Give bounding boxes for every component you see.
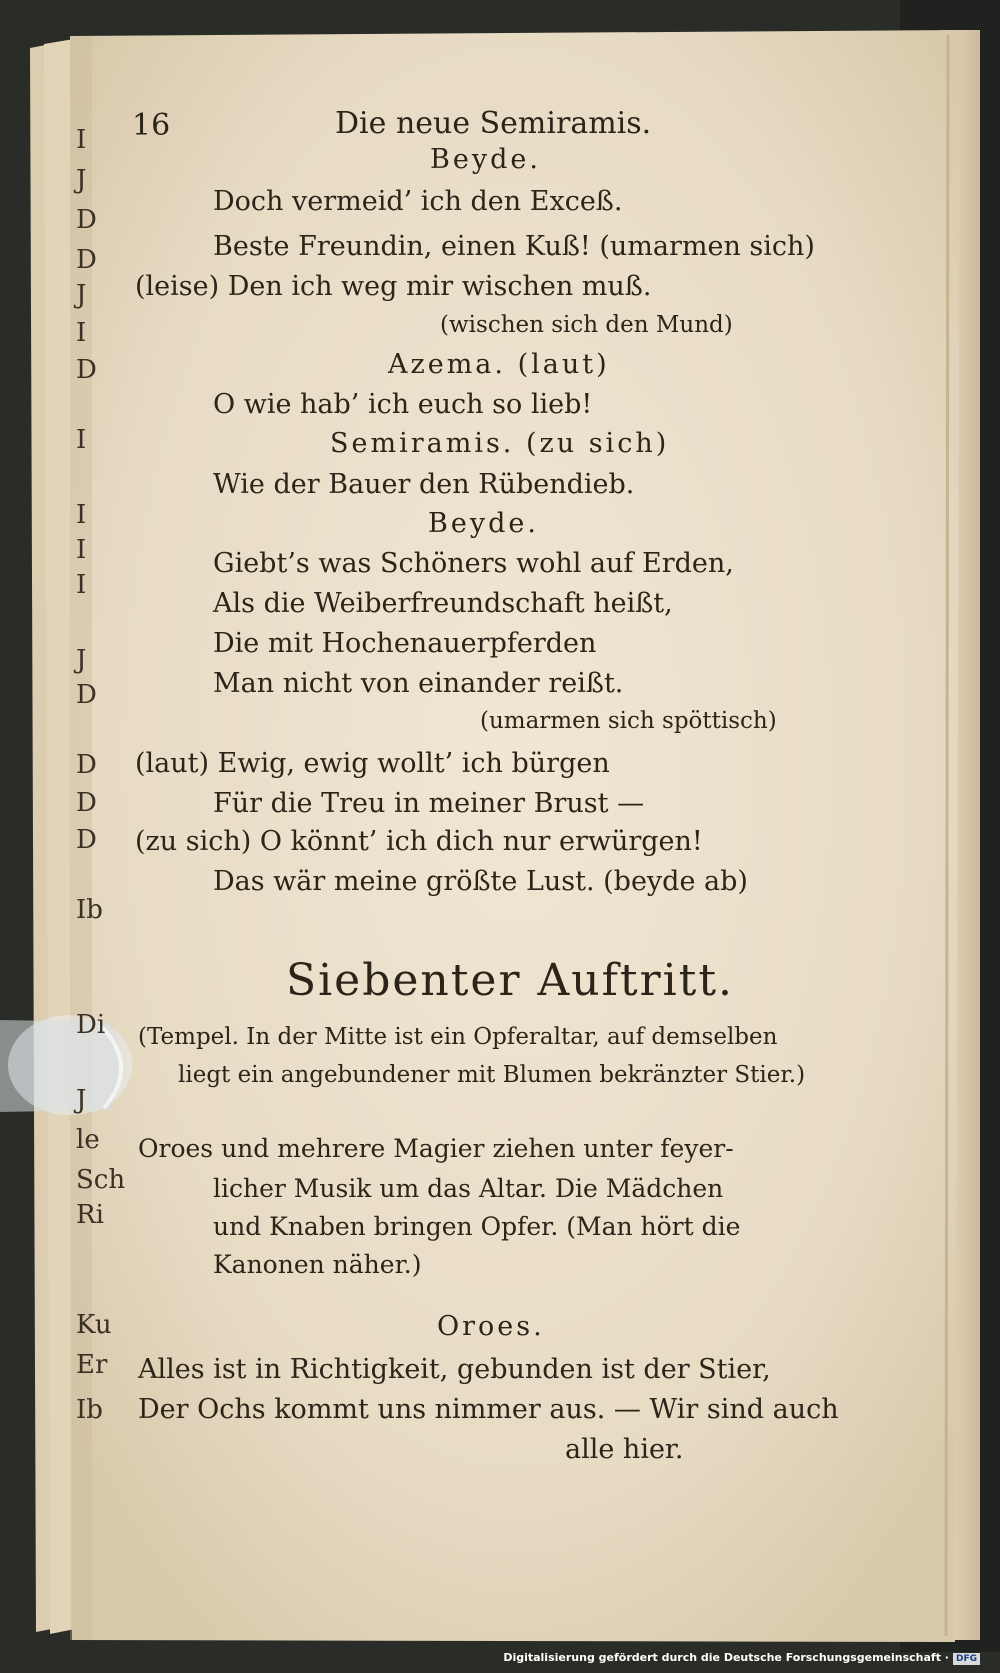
speaker-line: Beyde.	[428, 508, 539, 539]
edge-fragment: Ib	[76, 895, 103, 925]
text-line: Die mit Hochenauerpferden	[213, 628, 597, 659]
edge-fragment: Ri	[76, 1200, 104, 1230]
edge-fragment: I	[76, 425, 87, 455]
edge-fragment: D	[76, 245, 97, 275]
stage-direction: liegt ein angebundener mit Blumen bekränzter Stier.)	[178, 1062, 806, 1088]
edge-fragment: D	[76, 825, 97, 855]
text-line: Kanonen näher.)	[213, 1250, 422, 1279]
edge-fragment: Di	[76, 1010, 106, 1040]
stage-direction: (Tempel. In der Mitte ist ein Opferaltar, auf demselben	[138, 1024, 778, 1050]
edge-fragment: I	[76, 318, 87, 348]
edge-fragment: Ib	[76, 1395, 103, 1425]
edge-fragment: J	[76, 1085, 87, 1115]
speaker-line: Beyde.	[430, 144, 541, 175]
text-line: Doch vermeid’ ich den Exceß.	[213, 186, 623, 217]
text-line: Man nicht von einander reißt.	[213, 668, 624, 699]
edge-fragment: D	[76, 205, 97, 235]
text-line: O wie hab’ ich euch so lieb!	[213, 389, 593, 420]
dfg-logo: DFG	[953, 1653, 980, 1665]
edge-fragment: J	[76, 645, 87, 675]
text-line: Beste Freundin, einen Kuß! (umarmen sich)	[213, 231, 815, 262]
edge-fragment: J	[76, 165, 87, 195]
edge-fragment: I	[76, 125, 87, 155]
speaker-line: Azema. (laut)	[388, 349, 610, 380]
text-line: Für die Treu in meiner Brust —	[213, 788, 645, 819]
edge-fragment: I	[76, 535, 87, 565]
digitization-credit	[503, 1651, 980, 1665]
text-line: Alles ist in Richtigkeit, gebunden ist der Stier,	[138, 1354, 771, 1385]
edge-fragment: D	[76, 680, 97, 710]
text-line: und Knaben bringen Opfer. (Man hört die	[213, 1212, 741, 1241]
credit-text: Digitalisierung gefördert durch die Deutsche Forschungsgemeinschaft ·	[503, 1651, 949, 1664]
edge-fragment: I	[76, 570, 87, 600]
running-head: Die neue Semiramis.	[335, 106, 652, 141]
page-number: 16	[132, 108, 171, 143]
text-line: Oroes und mehrere Magier ziehen unter feyer-	[138, 1134, 734, 1163]
text-line: alle hier.	[565, 1434, 684, 1465]
text-line: (leise) Den ich weg mir wischen muß.	[135, 271, 652, 302]
text-line: (laut) Ewig, ewig wollt’ ich bürgen	[135, 748, 610, 779]
edge-fragment: D	[76, 750, 97, 780]
edge-fragment: Er	[76, 1350, 108, 1380]
text-line: Giebt’s was Schöners wohl auf Erden,	[213, 548, 734, 579]
text-line: (zu sich) O könnt’ ich dich nur erwürgen!	[135, 826, 703, 857]
edge-fragment: D	[76, 788, 97, 818]
text-line: Als die Weiberfreundschaft heißt,	[213, 588, 673, 619]
speaker-line: Semiramis. (zu sich)	[330, 428, 670, 459]
edge-fragment: I	[76, 500, 87, 530]
text-line: licher Musik um das Altar. Die Mädchen	[213, 1174, 724, 1203]
speaker-line: Oroes.	[437, 1311, 545, 1342]
edge-fragment: J	[76, 280, 87, 310]
edge-fragment: Ku	[76, 1310, 112, 1340]
edge-fragment: le	[76, 1125, 100, 1155]
text-line: Der Ochs kommt uns nimmer aus. — Wir sind auch	[138, 1394, 839, 1425]
edge-fragment: Sch	[76, 1165, 126, 1195]
text-line: Das wär meine größte Lust. (beyde ab)	[213, 866, 748, 897]
text-line: Wie der Bauer den Rübendieb.	[213, 469, 635, 500]
stage-direction: (wischen sich den Mund)	[440, 312, 733, 338]
stage-direction: (umarmen sich spöttisch)	[480, 708, 777, 734]
edge-fragment: D	[76, 355, 97, 385]
scene-heading: Siebenter Auftritt.	[285, 955, 735, 1006]
